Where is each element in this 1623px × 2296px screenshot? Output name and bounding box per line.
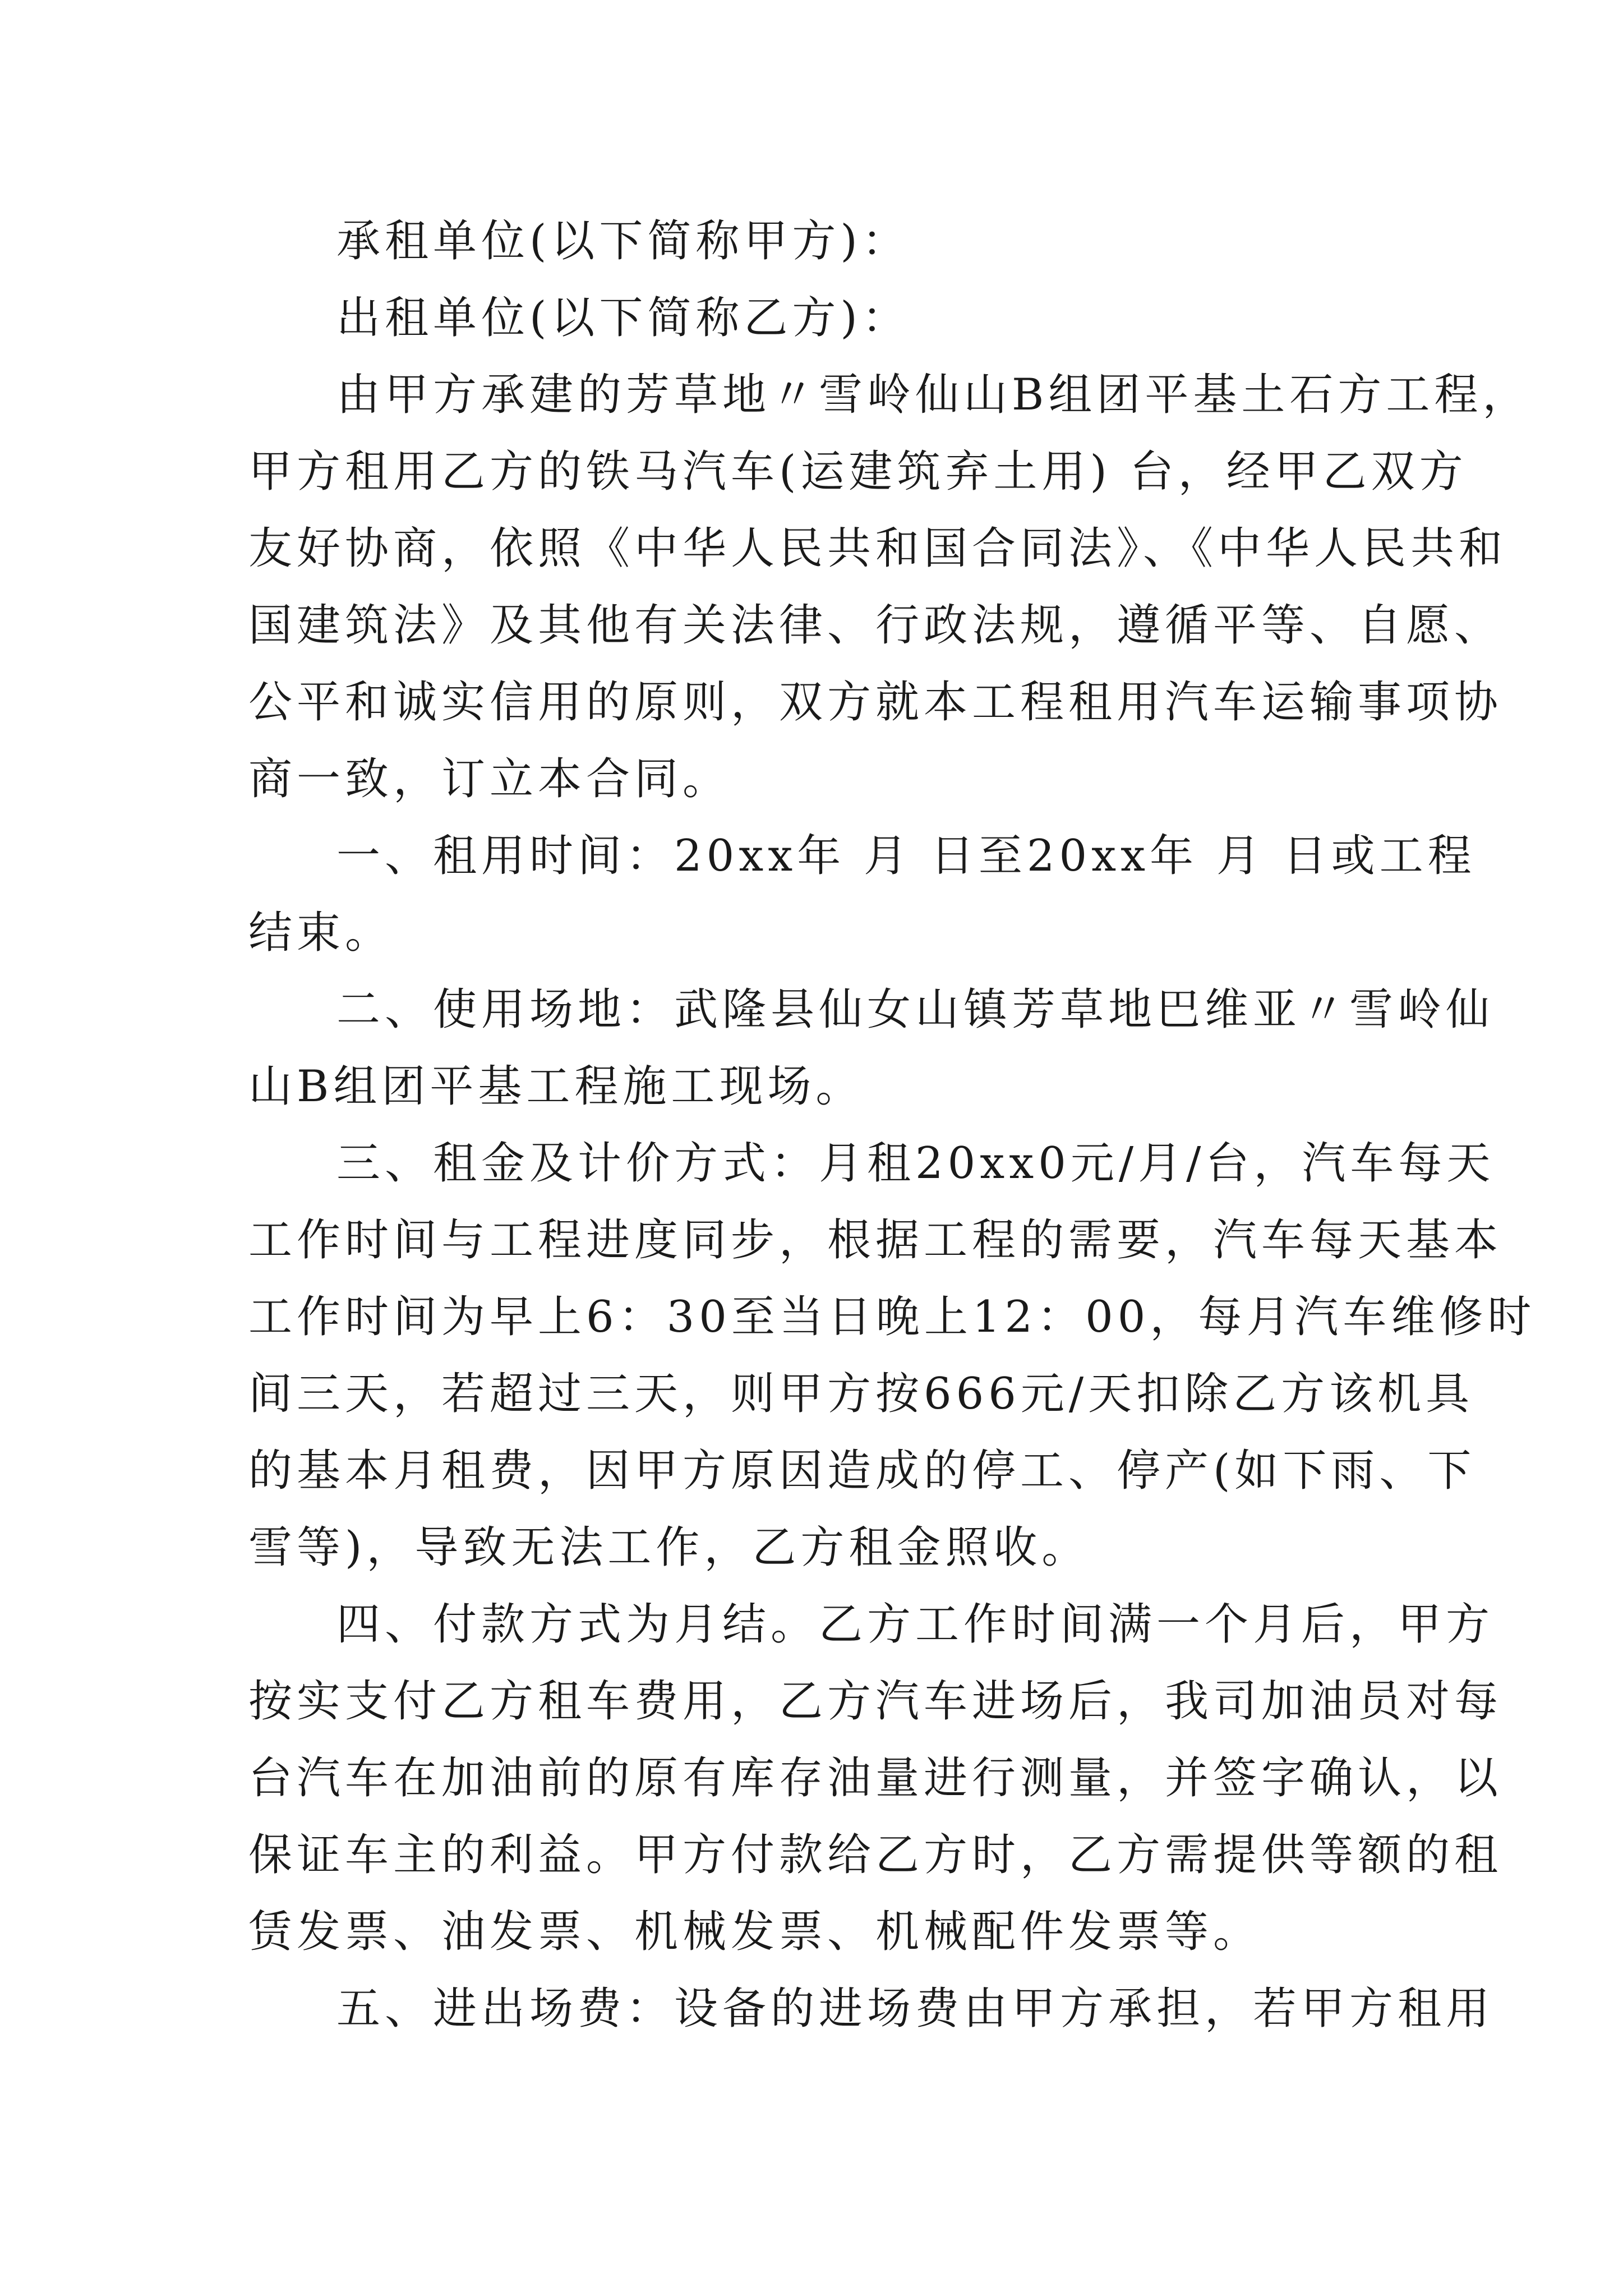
text-line: 由甲方承建的芳草地〃雪岭仙山B组团平基土石方工程， bbox=[336, 370, 1531, 420]
text-line: 保证车主的利益。甲方付款给乙方时，乙方需提供等额的租 bbox=[248, 1830, 1503, 1880]
text-line: 工作时间与工程进度同步，根据工程的需要，汽车每天基本 bbox=[248, 1215, 1503, 1266]
text-line: 山B组团平基工程施工现场。 bbox=[248, 1061, 864, 1112]
text-line: 五、进出场费：设备的进场费由甲方承担，若甲方租用 bbox=[336, 1984, 1495, 2034]
text-line: 台汽车在加油前的原有库存油量进行测量，并签字确认，以 bbox=[248, 1753, 1503, 1803]
text-line: 友好协商，依照《中华人民共和国合同法》、《中华人民共和 bbox=[248, 523, 1507, 574]
text-line: 工作时间为早上6：30至当日晚上12：00，每月汽车维修时 bbox=[248, 1292, 1536, 1342]
text-line: 二、使用场地：武隆县仙女山镇芳草地巴维亚〃雪岭仙 bbox=[336, 984, 1495, 1035]
text-line: 国建筑法》及其他有关法律、行政法规，遵循平等、自愿、 bbox=[248, 600, 1503, 651]
text-line: 结束。 bbox=[248, 908, 394, 958]
text-line: 甲方租用乙方的铁马汽车(运建筑弃土用) 台，经甲乙双方 bbox=[248, 447, 1468, 497]
text-line: 商一致，订立本合同。 bbox=[248, 754, 731, 804]
text-line: 四、付款方式为月结。乙方工作时间满一个月后，甲方 bbox=[336, 1599, 1495, 1650]
text-line: 间三天，若超过三天，则甲方按666元/天扣除乙方该机具 bbox=[248, 1369, 1474, 1419]
text-line: 承租单位(以下简称甲方)： bbox=[336, 216, 910, 266]
text-line: 三、租金及计价方式：月租20xx0元/月/台，汽车每天 bbox=[336, 1138, 1495, 1189]
contract-body bbox=[248, 203, 1536, 2047]
text-line: 出租单位(以下简称乙方)： bbox=[336, 293, 910, 343]
text-line: 公平和诚实信用的原则，双方就本工程租用汽车运输事项协 bbox=[248, 677, 1503, 728]
text-line: 按实支付乙方租车费用，乙方汽车进场后，我司加油员对每 bbox=[248, 1676, 1503, 1727]
text-line: 的基本月租费，因甲方原因造成的停工、停产(如下雨、下 bbox=[248, 1446, 1476, 1496]
text-line: 一、租用时间：20xx年 月 日至20xx年 月 日或工程 bbox=[336, 831, 1476, 881]
text-line: 雪等)，导致无法工作，乙方租金照收。 bbox=[248, 1522, 1090, 1573]
text-line: 赁发票、油发票、机械发票、机械配件发票等。 bbox=[248, 1907, 1262, 1957]
